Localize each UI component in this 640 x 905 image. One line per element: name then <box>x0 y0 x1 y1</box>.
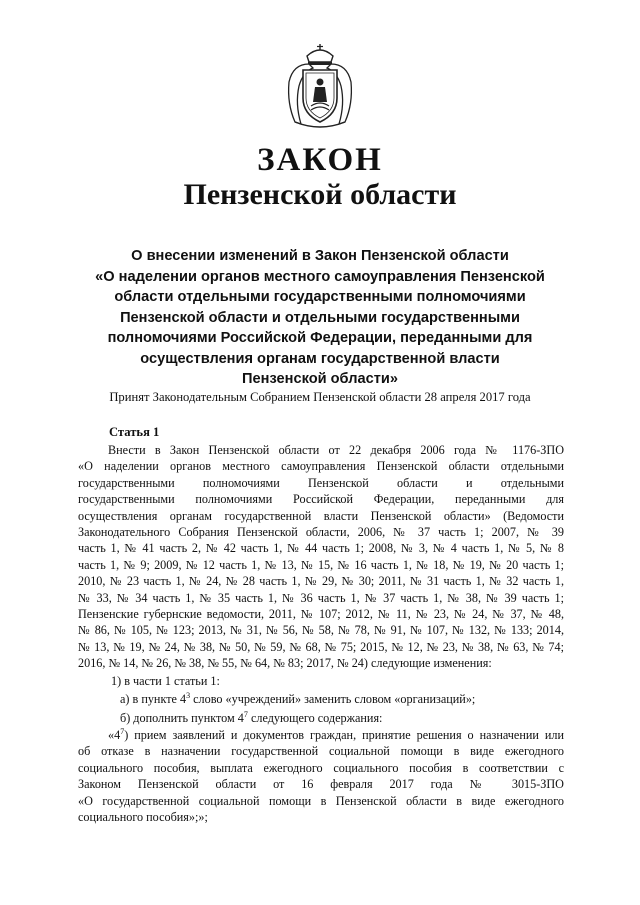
text-line: социального пособия»;»; <box>78 809 208 824</box>
list-item-b-superscript: 7 <box>243 709 248 719</box>
law-subject-line: полномочиями Российской Федерации, переданными для <box>107 330 533 346</box>
list-item-b-text-end: следующего содержания: <box>247 710 383 725</box>
list-item-a-text-end: слово «учреждений» заменить словом «организаций»; <box>190 692 476 707</box>
text-line: 2016, № 14, № 26, № 38, № 55, № 64, № 83; 2017, № 24) следующие изменения: <box>78 656 492 671</box>
text-line: часть 1, № 41 часть 2, № 42 часть 1, № 44 часть 1; 2008, № 3, № 4 часть 1, № 5, № 8 <box>78 541 564 556</box>
text-line: Законом Пензенской области от 16 февраля 2017 года № 3015-ЗПО <box>78 777 564 792</box>
law-subject-line: О внесении изменений в Закон Пензенской области <box>131 248 509 264</box>
law-subject-line: Пензенской области» <box>242 371 398 387</box>
text-line: Внести в Закон Пензенской области от 22 декабря 2006 года № 1176-ЗПО <box>108 443 564 457</box>
adoption-statement: Принят Законодательным Собранием Пензенской области 28 апреля 2017 года <box>109 390 531 404</box>
law-subject-line: области отдельными государственными полномочиями <box>114 289 526 305</box>
text-line <box>78 727 564 743</box>
text-line: № 33, № 34 часть 1, № 35 часть 1, № 36 часть 1, № 37 часть 1, № 38, № 39 часть 1; <box>78 590 564 605</box>
law-subject-line: «О наделении органов местного самоуправления Пензенской <box>95 268 545 285</box>
article-intro-paragraph <box>78 442 564 672</box>
law-subject-line: Пензенской области и отдельными государственными <box>120 309 520 326</box>
text-line: об отказе в назначении государственной социальной помощи в виде ежегодного <box>78 744 564 759</box>
list-item-b <box>78 710 564 726</box>
text-line: государственными полномочиями Пензенской области и отдельными <box>78 475 564 490</box>
law-title: ЗАКОН <box>257 142 383 178</box>
list-item-a-superscript: 3 <box>186 691 191 701</box>
quote-text-start: «4 <box>108 727 121 742</box>
penza-region-coat-of-arms-icon <box>285 42 355 130</box>
article-body <box>78 442 564 825</box>
list-item-b-text-start: б) дополнить пунктом 4 <box>120 710 244 725</box>
quote-text-end: ) прием заявлений и документов граждан, принятие решения о назначении или <box>124 727 564 742</box>
text-line: 2010, № 23 часть 1, № 24, № 28 часть 1, № 29, № 30; 2011, № 31 часть 1, № 32 часть 1, <box>78 574 564 589</box>
article-heading: Статья 1 <box>109 425 160 439</box>
text-line: № 13, № 19, № 24, № 38, № 50, № 59, № 68, № 75; 2015, № 12, № 23, № 38, № 63, № 74; <box>78 639 564 654</box>
text-line: № 86, № 105, № 123; 2013, № 31, № 56, № 58, № 78, № 91, № 107, № 132, № 133; 2014, <box>78 623 564 638</box>
law-subject <box>80 246 560 390</box>
text-line: социального пособия, выплата ежегодного социального пособия в соответствии с <box>78 760 564 775</box>
list-item-a <box>78 691 564 707</box>
text-line: «О наделении органов местного самоуправления Пензенской области отдельными <box>78 459 564 474</box>
list-item-a-text-start: а) в пункте 4 <box>120 692 187 707</box>
text-line: Законодательного Собрания Пензенской области, 2006, № 37 часть 1; 2007, № 39 <box>78 525 564 540</box>
quoted-new-point <box>78 727 564 825</box>
text-line: государственными полномочиями Российской Федерации, переданными для <box>78 492 564 507</box>
text-line: Пензенские губернские ведомости, 2011, № 107; 2012, № 11, № 23, № 24, № 37, № 48, <box>78 607 564 622</box>
text-line: «О государственной социальной помощи в Пензенской области в виде ежегодного <box>78 793 564 808</box>
region-title: Пензенской области <box>183 178 457 211</box>
law-subject-line: осуществления органам государственной власти <box>140 350 500 367</box>
text-line: осуществления органам государственной власти Пензенской области» (Ведомости <box>78 508 564 523</box>
quote-superscript: 7 <box>120 726 125 736</box>
text-line: часть 1, № 9; 2009, № 12 часть 1, № 13, № 15, № 16 часть 1, № 18, № 19, № 20 часть 1; <box>78 557 564 572</box>
list-item-1: 1) в части 1 статьи 1: <box>111 673 220 688</box>
